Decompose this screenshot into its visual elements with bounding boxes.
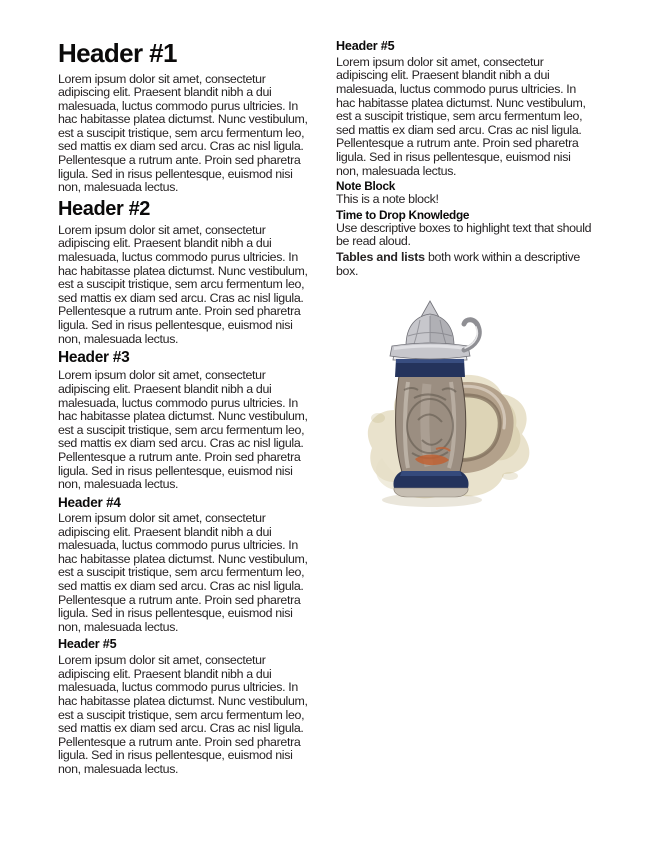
tables-and-lists-line bbox=[336, 251, 594, 278]
paragraph-1: Lorem ipsum dolor sit amet, consectetur adipiscing elit. Praesent blandit nibh a dui malesuada, luctus commodo purus ultricies. In hac habitasse platea dictumst. Nunc vestibulum, est a suscipit tristique, sem arcu fermentum leo, sed mattis ex diam sed arcu. Cras ac nisl ligula. Pellentesque a rutrum ante. Proin sed pharetra ligula. Sed in risus pellentesque, euismod nisi non, malesuada lectus. bbox=[58, 71, 308, 195]
wash-speck bbox=[371, 413, 385, 423]
knowledge-label: Time to Drop Knowledge bbox=[336, 207, 470, 222]
heading-5-left: Header #5 bbox=[58, 637, 117, 652]
beer-stein-image bbox=[342, 298, 542, 513]
foot-bottom-rim bbox=[394, 488, 468, 497]
heading-4: Header #4 bbox=[58, 494, 121, 510]
paragraph-6: Lorem ipsum dolor sit amet, consectetur adipiscing elit. Praesent blandit nibh a dui malesuada, luctus commodo purus ultricies. In hac habitasse platea dictumst. Nunc vestibulum, est a suscipit tristique, sem arcu fermentum leo, sed mattis ex diam sed arcu. Cras ac nisl ligula. Pellentesque a rutrum ante. Proin sed pharetra ligula. Sed in risus pellentesque, euismod nisi non, malesuada lectus. bbox=[336, 54, 586, 178]
paragraph-3: Lorem ipsum dolor sit amet, consectetur adipiscing elit. Praesent blandit nibh a dui malesuada, luctus commodo purus ultricies. In hac habitasse platea dictumst. Nunc vestibulum, est a suscipit tristique, sem arcu fermentum leo, sed mattis ex diam sed arcu. Cras ac nisl ligula. Pellentesque a rutrum ante. Proin sed pharetra ligula. Sed in risus pellentesque, euismod nisi non, malesuada lectus. bbox=[58, 368, 308, 492]
heading-1: Header #1 bbox=[58, 38, 177, 68]
tables-and-lists-rest: both work within a descriptive box. bbox=[336, 249, 580, 278]
stein-illustration bbox=[342, 298, 542, 513]
heading-2: Header #2 bbox=[58, 197, 151, 220]
wash-speck bbox=[502, 472, 518, 480]
knowledge-text: Use descriptive boxes to highlight text that should be read aloud. bbox=[336, 220, 592, 249]
stein-body bbox=[396, 376, 466, 472]
stein-lid bbox=[390, 301, 479, 359]
paragraph-4: Lorem ipsum dolor sit amet, consectetur adipiscing elit. Praesent blandit nibh a dui malesuada, luctus commodo purus ultricies. In hac habitasse platea dictumst. Nunc vestibulum, est a suscipit tristique, sem arcu fermentum leo, sed mattis ex diam sed arcu. Cras ac nisl ligula. Pellentesque a rutrum ante. Proin sed pharetra ligula. Sed in risus pellentesque, euismod nisi non, malesuada lectus. bbox=[58, 510, 308, 634]
band-blue-highlight bbox=[396, 359, 464, 363]
heading-5-right: Header #5 bbox=[336, 39, 395, 53]
heading-3: Header #3 bbox=[58, 349, 130, 367]
left-column bbox=[58, 40, 316, 779]
paragraph-2: Lorem ipsum dolor sit amet, consectetur adipiscing elit. Praesent blandit nibh a dui malesuada, luctus commodo purus ultricies. In hac habitasse platea dictumst. Nunc vestibulum, est a suscipit tristique, sem arcu fermentum leo, sed mattis ex diam sed arcu. Cras ac nisl ligula. Pellentesque a rutrum ante. Proin sed pharetra ligula. Sed in risus pellentesque, euismod nisi non, malesuada lectus. bbox=[58, 222, 308, 346]
foot-blue-highlight bbox=[400, 471, 462, 476]
paragraph-5: Lorem ipsum dolor sit amet, consectetur adipiscing elit. Praesent blandit nibh a dui malesuada, luctus commodo purus ultricies. In hac habitasse platea dictumst. Nunc vestibulum, est a suscipit tristique, sem arcu fermentum leo, sed mattis ex diam sed arcu. Cras ac nisl ligula. Pellentesque a rutrum ante. Proin sed pharetra ligula. Sed in risus pellentesque, euismod nisi non, malesuada lectus. bbox=[58, 653, 308, 776]
note-block-label: Note Block bbox=[336, 179, 396, 194]
stein-foot bbox=[393, 471, 468, 497]
note-block-text: This is a note block! bbox=[336, 192, 439, 207]
right-column bbox=[336, 40, 594, 779]
tables-and-lists-bold: Tables and lists bbox=[336, 249, 425, 264]
